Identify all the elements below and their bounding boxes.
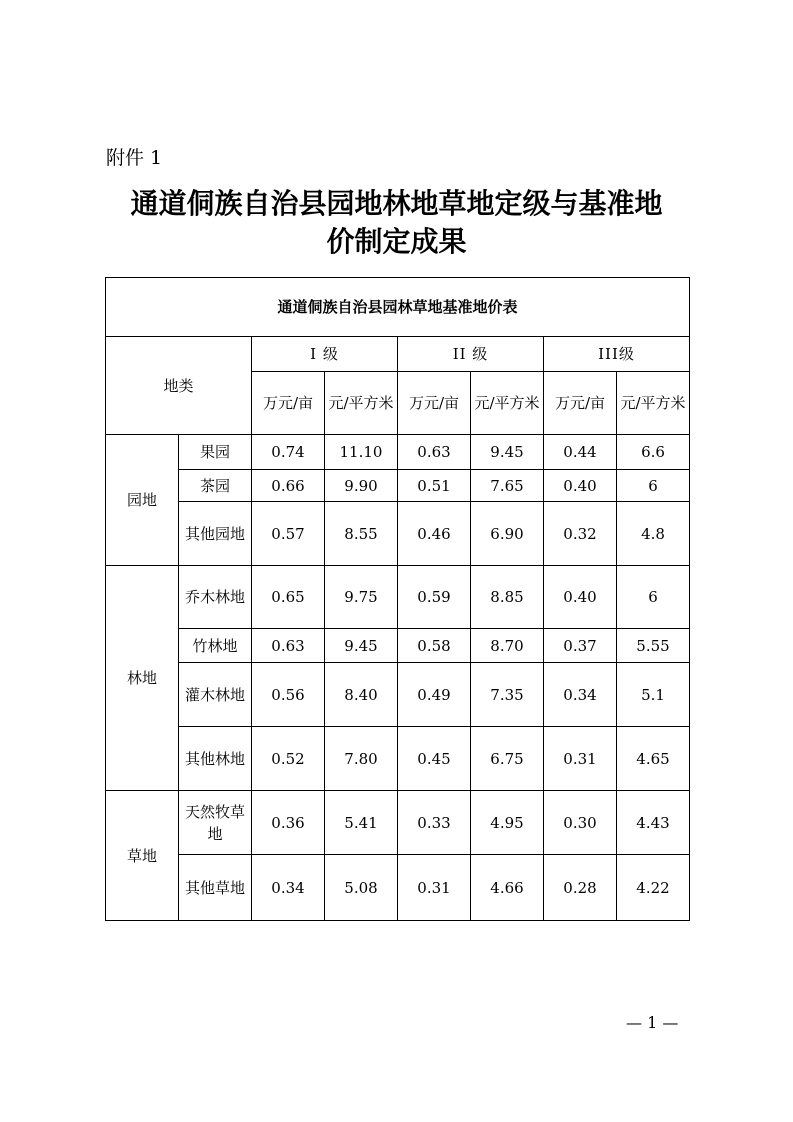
price-cell: 4.8 xyxy=(617,502,690,566)
table-row xyxy=(106,435,690,470)
price-cell: 8.70 xyxy=(471,629,544,663)
price-cell: 4.66 xyxy=(471,855,544,921)
unit-header-sqm: 元/平方米 xyxy=(471,372,544,435)
price-cell: 7.80 xyxy=(325,727,398,791)
price-cell: 8.40 xyxy=(325,663,398,727)
land-type-header: 地类 xyxy=(106,337,252,435)
price-cell: 8.55 xyxy=(325,502,398,566)
price-cell: 0.52 xyxy=(252,727,325,791)
price-cell: 0.31 xyxy=(544,727,617,791)
price-cell: 0.49 xyxy=(398,663,471,727)
land-group-label: 林地 xyxy=(106,566,179,791)
land-subtype-label: 其他林地 xyxy=(179,727,252,791)
unit-header-sqm: 元/平方米 xyxy=(325,372,398,435)
table-row xyxy=(106,663,690,727)
price-cell: 9.75 xyxy=(325,566,398,629)
table-row xyxy=(106,855,690,921)
price-cell: 11.10 xyxy=(325,435,398,470)
price-cell: 6.90 xyxy=(471,502,544,566)
price-cell: 7.35 xyxy=(471,663,544,727)
table-caption: 通道侗族自治县园林草地基准地价表 xyxy=(106,278,690,337)
price-cell: 0.56 xyxy=(252,663,325,727)
price-cell: 0.46 xyxy=(398,502,471,566)
price-cell: 4.95 xyxy=(471,791,544,855)
grade-header-1: I 级 xyxy=(252,337,398,372)
price-cell: 9.45 xyxy=(471,435,544,470)
price-cell: 0.45 xyxy=(398,727,471,791)
table-caption-row xyxy=(106,278,690,337)
price-cell: 6.75 xyxy=(471,727,544,791)
price-cell: 5.55 xyxy=(617,629,690,663)
price-cell: 5.1 xyxy=(617,663,690,727)
unit-header-mu: 万元/亩 xyxy=(398,372,471,435)
land-subtype-label: 其他草地 xyxy=(179,855,252,921)
grade-header-2: II 级 xyxy=(398,337,544,372)
table-row xyxy=(106,502,690,566)
price-cell: 4.65 xyxy=(617,727,690,791)
price-cell: 0.51 xyxy=(398,470,471,502)
price-cell: 6.6 xyxy=(617,435,690,470)
table-row xyxy=(106,470,690,502)
price-cell: 0.37 xyxy=(544,629,617,663)
benchmark-land-price-table xyxy=(105,277,690,921)
land-subtype-label: 天然牧草地 xyxy=(179,791,252,855)
price-cell: 6 xyxy=(617,566,690,629)
price-cell: 0.59 xyxy=(398,566,471,629)
grade-header-3: III级 xyxy=(544,337,690,372)
attachment-label: 附件 1 xyxy=(106,147,163,169)
price-cell: 9.45 xyxy=(325,629,398,663)
price-cell: 4.43 xyxy=(617,791,690,855)
land-subtype-label: 果园 xyxy=(179,435,252,470)
price-cell: 0.28 xyxy=(544,855,617,921)
page-number: — 1 — xyxy=(626,1013,679,1032)
price-cell: 0.74 xyxy=(252,435,325,470)
document-title-line-1: 通道侗族自治县园地林地草地定级与基准地 xyxy=(130,187,663,220)
price-cell: 0.30 xyxy=(544,791,617,855)
price-cell: 0.63 xyxy=(252,629,325,663)
land-group-label: 园地 xyxy=(106,435,179,566)
price-cell: 0.44 xyxy=(544,435,617,470)
price-cell: 0.31 xyxy=(398,855,471,921)
table-row xyxy=(106,566,690,629)
table-row xyxy=(106,629,690,663)
price-cell: 0.40 xyxy=(544,566,617,629)
land-subtype-label: 竹林地 xyxy=(179,629,252,663)
price-cell: 4.22 xyxy=(617,855,690,921)
price-cell: 8.85 xyxy=(471,566,544,629)
price-cell: 5.08 xyxy=(325,855,398,921)
unit-header-sqm: 元/平方米 xyxy=(617,372,690,435)
price-cell: 0.32 xyxy=(544,502,617,566)
land-subtype-label: 茶园 xyxy=(179,470,252,502)
price-cell: 0.65 xyxy=(252,566,325,629)
land-subtype-label: 灌木林地 xyxy=(179,663,252,727)
price-cell: 0.34 xyxy=(252,855,325,921)
grade-header-row xyxy=(106,337,690,372)
price-cell: 0.58 xyxy=(398,629,471,663)
price-cell: 9.90 xyxy=(325,470,398,502)
document-title-line-2: 价制定成果 xyxy=(326,225,467,258)
price-cell: 0.66 xyxy=(252,470,325,502)
land-subtype-label: 其他园地 xyxy=(179,502,252,566)
table-row xyxy=(106,791,690,855)
unit-header-mu: 万元/亩 xyxy=(544,372,617,435)
price-cell: 0.57 xyxy=(252,502,325,566)
table-row xyxy=(106,727,690,791)
price-cell: 7.65 xyxy=(471,470,544,502)
price-cell: 0.40 xyxy=(544,470,617,502)
price-cell: 0.36 xyxy=(252,791,325,855)
price-cell: 0.63 xyxy=(398,435,471,470)
land-subtype-label: 乔木林地 xyxy=(179,566,252,629)
price-cell: 5.41 xyxy=(325,791,398,855)
price-cell: 6 xyxy=(617,470,690,502)
price-cell: 0.33 xyxy=(398,791,471,855)
unit-header-mu: 万元/亩 xyxy=(252,372,325,435)
land-group-label: 草地 xyxy=(106,791,179,921)
price-cell: 0.34 xyxy=(544,663,617,727)
